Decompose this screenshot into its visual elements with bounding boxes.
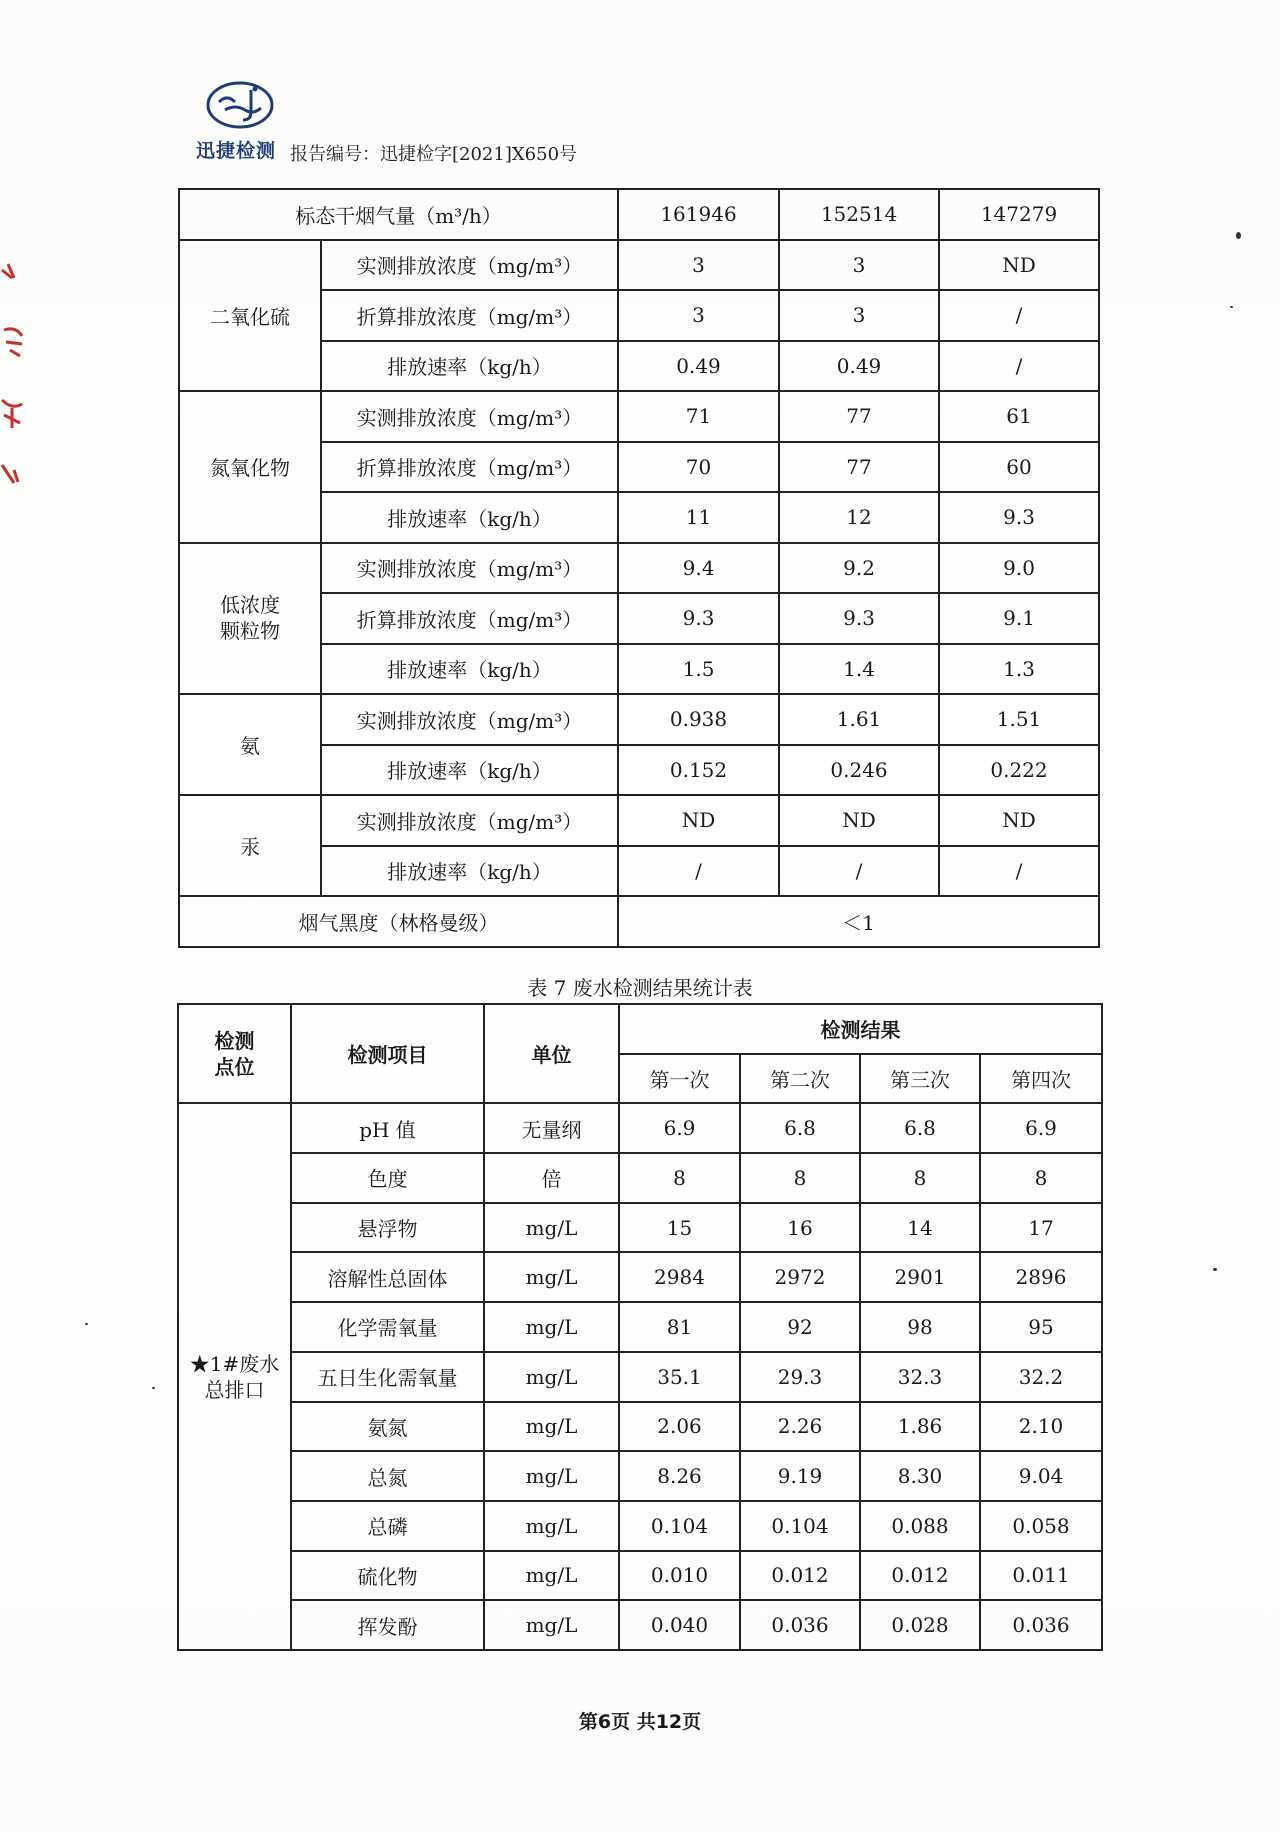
table-cell: 14 <box>860 1203 980 1253</box>
report-number: 报告编号：迅捷检字[2021]X650号 <box>290 144 578 165</box>
unit-cell: mg/L <box>484 1451 619 1501</box>
table-cell: 0.222 <box>939 745 1099 796</box>
table-cell: 8 <box>740 1153 860 1203</box>
unit-cell: 无量纲 <box>484 1103 619 1153</box>
table-cell: 2.06 <box>619 1402 740 1452</box>
company-logo-icon <box>205 80 275 130</box>
table-cell: 17 <box>980 1203 1102 1253</box>
table-row <box>179 795 1099 846</box>
unit-cell: mg/L <box>484 1600 619 1650</box>
item-label: pH 值 <box>291 1103 484 1153</box>
table-cell: 0.088 <box>860 1501 980 1551</box>
table-cell: 161946 <box>618 189 779 240</box>
pollutant-name-line: 颗粒物 <box>220 619 280 644</box>
sampling-point-line: 总排口 <box>204 1377 265 1402</box>
table-cell: 98 <box>860 1302 980 1352</box>
item-label: 悬浮物 <box>291 1203 484 1253</box>
table-row <box>178 1352 1102 1402</box>
table-cell: 71 <box>618 391 779 442</box>
table-row <box>178 1551 1102 1601</box>
table-cell: 0.49 <box>779 341 939 392</box>
table-cell: 2972 <box>740 1252 860 1302</box>
table-cell: 16 <box>740 1203 860 1253</box>
header-run: 第一次 <box>619 1054 740 1104</box>
table-cell: 0.028 <box>860 1600 980 1650</box>
pollutant-name: 氮氧化物 <box>179 391 321 543</box>
table-cell: 29.3 <box>740 1352 860 1402</box>
item-label: 实测排放浓度（mg/m³） <box>321 694 618 745</box>
unit-cell: mg/L <box>484 1501 619 1551</box>
item-label: 硫化物 <box>291 1551 484 1601</box>
table-cell: 60 <box>939 442 1099 493</box>
table-cell: 1.51 <box>939 694 1099 745</box>
scan-speck <box>1213 1268 1217 1271</box>
table-cell: ND <box>939 795 1099 846</box>
table-cell: 0.104 <box>619 1501 740 1551</box>
table-cell: 1.86 <box>860 1402 980 1452</box>
unit-cell: mg/L <box>484 1402 619 1452</box>
table-row <box>178 1153 1102 1203</box>
table-cell: 6.9 <box>980 1103 1102 1153</box>
table-cell: 6.8 <box>740 1103 860 1153</box>
table-cell: 15 <box>619 1203 740 1253</box>
table-cell: 0.036 <box>980 1600 1102 1650</box>
table-cell: 0.246 <box>779 745 939 796</box>
table-cell: 0.938 <box>618 694 779 745</box>
table-cell: 2.10 <box>980 1402 1102 1452</box>
table-cell: 3 <box>618 240 779 291</box>
table-cell: 61 <box>939 391 1099 442</box>
table-cell: 2984 <box>619 1252 740 1302</box>
table-cell: 6.8 <box>860 1103 980 1153</box>
item-label: 排放速率（kg/h） <box>321 492 618 543</box>
table-cell: 1.5 <box>618 644 779 695</box>
table-cell: / <box>939 846 1099 897</box>
table-cell: 77 <box>779 442 939 493</box>
table-cell: 8.30 <box>860 1451 980 1501</box>
item-label: 折算排放浓度（mg/m³） <box>321 290 618 341</box>
table-cell: 0.058 <box>980 1501 1102 1551</box>
table-row <box>179 240 1099 291</box>
table-row <box>178 1451 1102 1501</box>
header-run: 第二次 <box>740 1054 860 1104</box>
table-cell: 35.1 <box>619 1352 740 1402</box>
pollutant-name: 汞 <box>179 795 321 896</box>
table-cell: 92 <box>740 1302 860 1352</box>
table-cell: 9.4 <box>618 543 779 594</box>
table-cell: 9.04 <box>980 1451 1102 1501</box>
scan-speck <box>85 1323 88 1325</box>
item-label: 挥发酚 <box>291 1600 484 1650</box>
table-cell: 3 <box>618 290 779 341</box>
table-cell: 9.0 <box>939 543 1099 594</box>
header-results: 检测结果 <box>619 1004 1102 1054</box>
exhaust-gas-results-table <box>178 188 1100 948</box>
table-cell: 8 <box>980 1153 1102 1203</box>
table-cell: 1.3 <box>939 644 1099 695</box>
item-label: 折算排放浓度（mg/m³） <box>321 442 618 493</box>
table-cell: 9.3 <box>939 492 1099 543</box>
table-cell: 9.1 <box>939 593 1099 644</box>
item-label: 溶解性总固体 <box>291 1252 484 1302</box>
unit-cell: mg/L <box>484 1203 619 1253</box>
table-cell: 70 <box>618 442 779 493</box>
pollutant-name: 氨 <box>179 694 321 795</box>
scan-speck <box>1236 232 1241 239</box>
table-cell: 0.040 <box>619 1600 740 1650</box>
table-cell: 32.3 <box>860 1352 980 1402</box>
table-row <box>179 543 1099 594</box>
table-cell: ND <box>939 240 1099 291</box>
table-cell: / <box>939 341 1099 392</box>
table-cell: 81 <box>619 1302 740 1352</box>
table-cell: 3 <box>779 290 939 341</box>
blackness-value: ＜1 <box>618 896 1099 947</box>
table-cell: 0.012 <box>860 1551 980 1601</box>
item-label: 总氮 <box>291 1451 484 1501</box>
table-cell: 0.011 <box>980 1551 1102 1601</box>
pollutant-name <box>179 543 321 695</box>
unit-cell: mg/L <box>484 1302 619 1352</box>
table-row <box>179 896 1099 947</box>
item-label: 折算排放浓度（mg/m³） <box>321 593 618 644</box>
item-label: 化学需氧量 <box>291 1302 484 1352</box>
table-cell: 1.4 <box>779 644 939 695</box>
table-cell: ND <box>779 795 939 846</box>
table-cell: 12 <box>779 492 939 543</box>
table-row <box>178 1501 1102 1551</box>
table-cell: 11 <box>618 492 779 543</box>
item-label: 五日生化需氧量 <box>291 1352 484 1402</box>
table-cell: 0.012 <box>740 1551 860 1601</box>
table-cell: 0.152 <box>618 745 779 796</box>
table-cell: / <box>618 846 779 897</box>
table-cell: 0.036 <box>740 1600 860 1650</box>
table-cell: 9.19 <box>740 1451 860 1501</box>
table-cell: 2.26 <box>740 1402 860 1452</box>
table-cell: 0.104 <box>740 1501 860 1551</box>
table-cell: 95 <box>980 1302 1102 1352</box>
header-run: 第四次 <box>980 1054 1102 1104</box>
page-footer: 第6页 共12页 <box>578 1711 702 1733</box>
header-row <box>178 1004 1102 1054</box>
header-run: 第三次 <box>860 1054 980 1104</box>
table-row <box>178 1402 1102 1452</box>
table-cell: 8 <box>860 1153 980 1203</box>
table-cell: 0.010 <box>619 1551 740 1601</box>
table-cell: 6.9 <box>619 1103 740 1153</box>
wastewater-results-table <box>177 1003 1103 1651</box>
item-label: 排放速率（kg/h） <box>321 644 618 695</box>
stamp-fragment-icon <box>0 250 40 500</box>
logo-text: 迅捷检测 <box>196 140 277 162</box>
unit-cell: 倍 <box>484 1153 619 1203</box>
table-row <box>179 694 1099 745</box>
scan-speck <box>1230 306 1233 308</box>
unit-cell: mg/L <box>484 1352 619 1402</box>
item-label: 实测排放浓度（mg/m³） <box>321 795 618 846</box>
table-caption: 表 7 废水检测结果统计表 <box>527 976 753 1000</box>
table-cell: 9.3 <box>779 593 939 644</box>
unit-cell: mg/L <box>484 1252 619 1302</box>
table-cell: 77 <box>779 391 939 442</box>
table-cell: 9.3 <box>618 593 779 644</box>
item-label: 排放速率（kg/h） <box>321 846 618 897</box>
flow-label: 标态干烟气量（m³/h） <box>179 189 618 240</box>
sampling-point-line: ★1#废水 <box>189 1351 280 1376</box>
table-cell: / <box>939 290 1099 341</box>
item-label: 总磷 <box>291 1501 484 1551</box>
table-row <box>178 1600 1102 1650</box>
table-cell: 2896 <box>980 1252 1102 1302</box>
blackness-label: 烟气黑度（林格曼级） <box>179 896 618 947</box>
item-label: 实测排放浓度（mg/m³） <box>321 391 618 442</box>
header-point <box>178 1004 291 1103</box>
pollutant-name-line: 低浓度 <box>220 593 280 618</box>
item-label: 实测排放浓度（mg/m³） <box>321 240 618 291</box>
table-cell: 8.26 <box>619 1451 740 1501</box>
table-cell: ND <box>618 795 779 846</box>
item-label: 色度 <box>291 1153 484 1203</box>
table-cell: 152514 <box>779 189 939 240</box>
table-cell: 0.49 <box>618 341 779 392</box>
table-row <box>179 391 1099 442</box>
table-cell: / <box>779 846 939 897</box>
table-cell: 2901 <box>860 1252 980 1302</box>
table-row <box>178 1252 1102 1302</box>
table-cell: 32.2 <box>980 1352 1102 1402</box>
header-point-line: 检测 <box>214 1028 255 1053</box>
table-cell: 8 <box>619 1153 740 1203</box>
item-label: 实测排放浓度（mg/m³） <box>321 543 618 594</box>
header-unit: 单位 <box>484 1004 619 1103</box>
item-label: 排放速率（kg/h） <box>321 745 618 796</box>
table-row <box>178 1302 1102 1352</box>
item-label: 氨氮 <box>291 1402 484 1452</box>
table-row <box>178 1103 1102 1153</box>
table-cell: 1.61 <box>779 694 939 745</box>
table-cell: 9.2 <box>779 543 939 594</box>
header-point-line: 点位 <box>214 1054 255 1079</box>
scan-speck <box>152 1387 155 1389</box>
sampling-point <box>178 1103 291 1650</box>
table-cell: 3 <box>779 240 939 291</box>
pollutant-name: 二氧化硫 <box>179 240 321 392</box>
item-label: 排放速率（kg/h） <box>321 341 618 392</box>
table-row <box>178 1203 1102 1253</box>
table-row <box>179 189 1099 240</box>
table-cell: 147279 <box>939 189 1099 240</box>
unit-cell: mg/L <box>484 1551 619 1601</box>
header-item: 检测项目 <box>291 1004 484 1103</box>
